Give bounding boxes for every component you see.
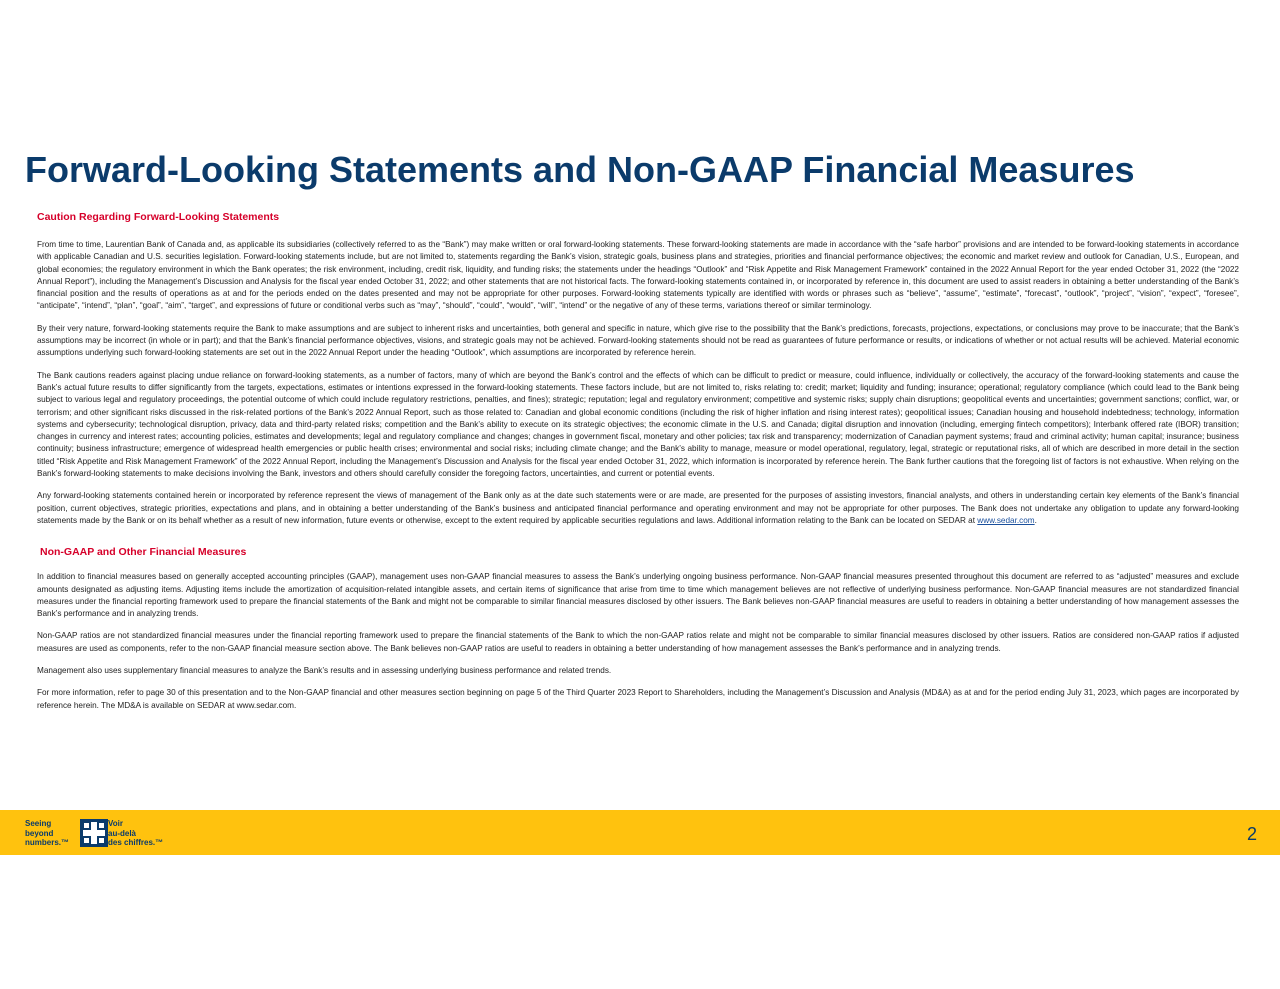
- disclaimer-content: [37, 210, 1239, 722]
- page-title: Forward-Looking Statements and Non-GAAP Financial Measures: [25, 149, 1135, 190]
- section-heading-non-gaap: Non-GAAP and Other Financial Measures: [40, 546, 247, 559]
- paragraph: For more information, refer to page 30 of this presentation and to the Non-GAAP financial and other measures section beginning on page 5 of the Third Quarter 2023 Report to Shareholders, including the Management’s Discussion and Analysis (MD&A) as at and for the period ending July 31, 2023, which pages are incorporated by reference herein. The MD&A is available on SEDAR at www.sedar.com.: [37, 688, 1239, 710]
- tagline-line: Seeing: [25, 819, 52, 828]
- section-heading-forward-looking: Caution Regarding Forward-Looking Statements: [37, 211, 280, 223]
- paragraph: Non-GAAP ratios are not standardized financial measures under the financial reporting framework used to prepare the financial statements of the Bank to which the non-GAAP ratios relate and might not be comparable to similar financial measures disclosed by other issuers. Ratios are considered non-GAAP ratios if adjusted measures are used as components, refer to the non-GAAP financial measure section above. The Bank believes non-GAAP ratios are useful to readers in obtaining a better understanding of how management assesses the Bank’s performance and in analyzing trends.: [37, 631, 1239, 653]
- paragraph: From time to time, Laurentian Bank of Canada and, as applicable its subsidiaries (collectively referred to as the “Bank”) may make written or oral forward-looking statements. These forward-looking statements are made in accordance with the “safe harbor” provisions and are intended to be forward-looking statements in accordance with applicable Canadian and U.S. securities legislation. Forward-looking statements include, but are not limited to, statements regarding the Bank’s vision, strategic goals, business plans and strategies, priorities and financial performance objectives; the economic and market review and outlook for Canadian, U.S., European, and global economies; the regulatory environment in which the Bank operates; the risk environment, including, credit risk, liquidity, and funding risks; the statements under the headings “Outlook” and “Risk Appetite and Risk Management Framework” contained in the 2022 Annual Report for the year ended October 31, 2022 (the “2022 Annual Report”), including the Management’s Discussion and Analysis for the fiscal year ended October 31, 2022; and other statements that are not historical facts. The forward-looking statements contained in, or incorporated by reference in, this document are used to assist readers in obtaining a better understanding of the Bank’s financial position and the results of operations as at and for the periods ended on the dates presented and may not be appropriate for other purposes. Forward-looking statements typically are identified with words or phrases such as “believe”, “assume”, “estimate”, “forecast”, “outlook”, “project”, “vision”, “expect”, “foresee”, “anticipate”, “intend”, “plan”, “goal”, “aim”, “target”, and expressions of future or conditional verbs such as “may”, “should”, “could”, “would”, “will”, “intend” or the negative of any of these terms, variations thereof or similar terminology.: [37, 240, 1239, 311]
- paragraph-with-link: [37, 490, 1239, 527]
- paragraph: By their very nature, forward-looking statements require the Bank to make assumptions and are subject to inherent risks and uncertainties, both general and specific in nature, which give rise to the possibility that the Bank’s predictions, forecasts, projections, expectations, or conclusions may prove to be inaccurate; that the Bank’s assumptions may be incorrect (in whole or in part); and that the Bank’s financial performance objectives, visions, and strategic goals may not be achieved. Forward-looking statements should not be read as guarantees of future performance or results, or indications of whether or not actual results will be achieved. Material economic assumptions underlying such forward-looking statements are set out in the 2022 Annual Report under the heading “Outlook”, which assumptions are incorporated by reference herein.: [37, 323, 1239, 358]
- tagline-line: beyond: [25, 828, 54, 838]
- tagline-line: numbers.™: [25, 838, 70, 847]
- footer-bar: [0, 810, 1280, 855]
- link-suffix: .: [1034, 515, 1037, 525]
- sedar-link[interactable]: www.sedar.com: [977, 515, 1035, 525]
- tagline-line: au-delà: [108, 828, 137, 838]
- laurentian-bank-logo-icon: [80, 819, 108, 847]
- tagline-english: [25, 819, 69, 848]
- paragraph-text: Any forward-looking statements contained herein or incorporated by reference represent the views of management of the Bank only as at the date such statements were or are made, are presented for the purposes of assisting investors, financial analysts, and others in understanding certain key elements of the Bank’s financial position, current objectives, strategic priorities, expectations and plans, and in obtaining a better understanding of the Bank’s business and anticipated financial performance and operating environment and may not be appropriate for other purposes. The Bank does not undertake any obligation to update any forward-looking statements made by the Bank or on its behalf whether as a result of new information, future events or otherwise, except to the extent required by applicable securities regulations and laws. Additional information relating to the Bank can be located on SEDAR at: [37, 491, 1239, 525]
- paragraph: The Bank cautions readers against placing undue reliance on forward-looking statements, as a number of factors, many of which are beyond the Bank’s control and the effects of which can be difficult to predict or measure, could influence, individually or collectively, the accuracy of the forward-looking statements and cause the Bank’s actual future results to differ significantly from the targets, expectations, estimates or intentions expressed in the forward-looking statements. These factors include, but are not limited to, risks relating to: credit; market; liquidity and funding; insurance; operational; regulatory compliance (which could lead to the Bank being subject to various legal and regulatory proceedings, the potential outcome of which could include regulatory restrictions, penalties, and fines); strategic; reputation; legal and regulatory environment; competitive and systemic risks; supply chain disruptions; geopolitical events and uncertainties; government sanctions; conflict, war, or terrorism; and other significant risks discussed in the risk-related portions of the Bank’s 2022 Annual Report, such as those related to: Canadian and global economic conditions (including the risk of higher inflation and rising interest rates); geopolitical issues; Canadian housing and household indebtedness; technology, information systems and cybersecurity; technological disruption, privacy, data and third-party related risks; competition and the Bank’s ability to execute on its strategic objectives; the economic climate in the U.S. and Canada; digital disruption and innovation (including, emerging fintech competitors); Interbank offered rate (IBOR) transition; changes in currency and interest rates; accounting policies, estimates and developments; legal and regulatory compliance and changes; changes in government fiscal, monetary and other policies; tax risk and transparency; modernization of Canadian payment systems; fraud and criminal activity; human capital; insurance; business continuity; business infrastructure; emergence of widespread health emergencies or public health crises; environmental and social risks; including climate change; and the Bank’s ability to manage, measure or model operational, regulatory, legal, strategic or reputational risks, all of which are described in more detail in the section titled “Risk Appetite and Risk Management Framework” of the 2022 Annual Report, including the Management’s Discussion and Analysis for the fiscal year ended October 31, 2022, which information is incorporated by reference herein. The Bank further cautions that the foregoing list of factors is not exhaustive. When relying on the Bank’s forward-looking statements to make decisions involving the Bank, investors and others should carefully consider the foregoing factors, uncertainties, and current or potential events.: [37, 370, 1239, 479]
- paragraph: In addition to financial measures based on generally accepted accounting principles (GAAP), management uses non-GAAP financial measures to assess the Bank’s underlying ongoing business performance. Non-GAAP financial measures presented throughout this document are referred to as “adjusted” measures and exclude amounts designated as adjusting items. Adjusting items include the amortization of acquisition-related intangible assets, and certain items of significance that arise from time to time which management believes are not reflective of underlying business performance. Non-GAAP financial measures are not standardized financial measures under the financial reporting framework used to prepare the financial statements of the Bank and might not be comparable to similar financial measures disclosed by other issuers. The Bank believes non-GAAP financial measures are useful to readers in obtaining a better understanding of how management assesses the Bank’s performance and in analyzing trends.: [37, 572, 1239, 619]
- tagline-line: Voir: [108, 819, 123, 828]
- paragraph: Management also uses supplementary financial measures to analyze the Bank’s results and in assessing underlying business performance and related trends.: [37, 666, 612, 676]
- tagline-line: des chiffres.™: [108, 838, 164, 847]
- tagline-french: [108, 819, 163, 848]
- page-number: 2: [1246, 824, 1257, 844]
